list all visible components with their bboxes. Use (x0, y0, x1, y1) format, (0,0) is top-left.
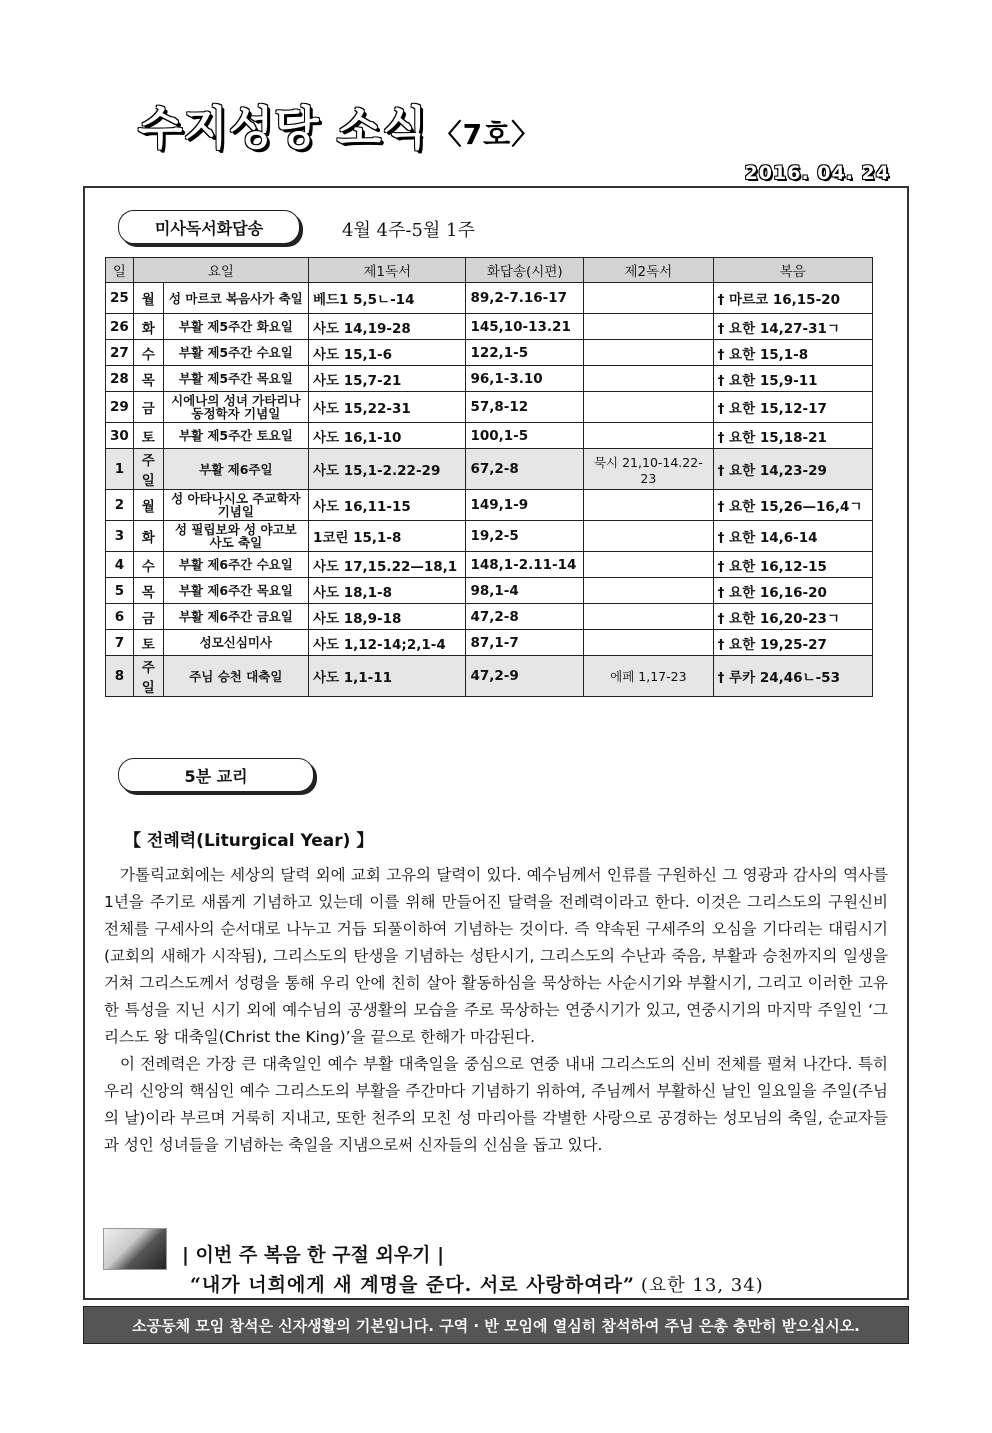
cell-psalm: 67,2-8 (466, 449, 584, 490)
cell-dow: 월 (133, 283, 163, 314)
cell-day: 1 (106, 449, 134, 490)
issue-date: 2016. 04. 24 (744, 162, 890, 184)
cell-reading2 (584, 578, 713, 604)
cell-dow: 금 (133, 604, 163, 630)
cell-psalm: 145,10-13.21 (466, 314, 584, 340)
doctrine-paragraph: 이 전례력은 가장 큰 대축일인 예수 부활 대축일을 중심으로 연중 내내 그리스도의 신비 전체를 펼쳐 나간다. 특히 우리 신앙의 핵심인 예수 그리스도의 부활을 주간마다 기념하기 위하여, 주님께서 부활하신 날인 일요일을 주일(주님의 날)이라 부르며 거룩히 지내고, 또한 천주의 모친 성 마리아를 각별한 사랑으로 공경하는 성모님의 축일, 순교자들과 성인 성녀들을 기념하는 축일을 지냄으로써 신자들의 신심을 돕고 있다. (104, 1055, 888, 1154)
cell-gospel: † 요한 14,23-29 (713, 449, 872, 490)
cell-feast: 성 마르코 복음사가 축일 (163, 283, 308, 314)
cell-day: 29 (106, 392, 134, 423)
bible-image-icon (103, 1228, 167, 1270)
cell-gospel: † 요한 15,18-21 (713, 423, 872, 449)
cell-psalm: 89,2-7.16-17 (466, 283, 584, 314)
newsletter-title: 수지성당 소식 〈7호〉 (138, 101, 541, 155)
cell-day: 3 (106, 521, 134, 552)
doctrine-heading: 【 전례력(Liturgical Year) 】 (124, 831, 374, 851)
table-row (106, 490, 873, 521)
table-row (106, 449, 873, 490)
cell-psalm: 47,2-8 (466, 604, 584, 630)
cell-day: 28 (106, 366, 134, 392)
cell-reading2: 묵시 21,10-14.22-23 (584, 449, 713, 490)
cell-day: 5 (106, 578, 134, 604)
footer-banner: 소공동체 모임 참석은 신자생활의 기본입니다. 구역 · 반 모임에 열심히 참석하여 주님 은총 충만히 받으십시오. (83, 1306, 909, 1344)
cell-feast: 부활 제5주간 화요일 (163, 314, 308, 340)
col-dow: 요일 (133, 258, 308, 283)
table-row (106, 340, 873, 366)
cell-dow: 화 (133, 521, 163, 552)
cell-dow: 목 (133, 578, 163, 604)
cell-reading2 (584, 490, 713, 521)
cell-gospel: † 요한 15,1-8 (713, 340, 872, 366)
cell-day: 8 (106, 656, 134, 697)
cell-feast: 부활 제5주간 토요일 (163, 423, 308, 449)
cell-dow: 화 (133, 314, 163, 340)
table-row (106, 604, 873, 630)
cell-dow: 토 (133, 423, 163, 449)
cell-feast: 부활 제6주간 목요일 (163, 578, 308, 604)
table-row (106, 314, 873, 340)
cell-dow: 목 (133, 366, 163, 392)
col-reading2: 제2독서 (584, 258, 713, 283)
cell-feast: 주님 승천 대축일 (163, 656, 308, 697)
cell-reading1: 사도 15,7-21 (308, 366, 465, 392)
cell-reading1: 사도 15,22-31 (308, 392, 465, 423)
cell-feast: 부활 제6주간 수요일 (163, 552, 308, 578)
cell-psalm: 100,1-5 (466, 423, 584, 449)
cell-day: 4 (106, 552, 134, 578)
cell-gospel: † 요한 15,9-11 (713, 366, 872, 392)
table-header-row (106, 258, 873, 283)
cell-reading2 (584, 340, 713, 366)
cell-psalm: 122,1-5 (466, 340, 584, 366)
cell-psalm: 96,1-3.10 (466, 366, 584, 392)
table-row (106, 656, 873, 697)
cell-day: 6 (106, 604, 134, 630)
table-row (106, 630, 873, 656)
cell-reading1: 사도 18,1-8 (308, 578, 465, 604)
section-label-doctrine: 5분 교리 (118, 758, 314, 792)
doctrine-paragraph: 가톨릭교회에는 세상의 달력 외에 교회 고유의 달력이 있다. 예수님께서 인류를 구원하신 그 영광과 감사의 역사를 1년을 주기로 새롭게 기념하고 있는데 이를 위해 만들어진 달력을 전례력이라고 한다. 이것은 그리스도의 구원신비 전체를 구세사의 순서대로 나누고 거듭 되풀이하여 기념하는 것이다. 즉 약속된 구세주의 오심을 기다리는 대림시기(교회의 새해가 시작됨), 그리스도의 탄생을 기념하는 성탄시기, 그리스도의 수난과 죽음, 부활과 승천까지의 일생을 거쳐 그리스도께서 성령을 통해 우리 안에 친히 살아 활동하심을 묵상하는 사순시기와 부활시기, 그리고 이러한 고유한 특성을 지닌 시기 외에 예수님의 공생활의 모습을 주로 묵상하는 연중시기가 있고, 연중시기의 마지막 주일인 ‘그리스도 왕 대축일(Christ the King)’을 끝으로 한해가 마감된다. (104, 866, 888, 1046)
cell-gospel: † 요한 16,12-15 (713, 552, 872, 578)
cell-day: 26 (106, 314, 134, 340)
col-day: 일 (106, 258, 134, 283)
cell-day: 30 (106, 423, 134, 449)
cell-dow: 토 (133, 630, 163, 656)
cell-psalm: 47,2-9 (466, 656, 584, 697)
cell-feast: 부활 제5주간 목요일 (163, 366, 308, 392)
cell-feast: 성 필립보와 성 야고보 사도 축일 (163, 521, 308, 552)
memory-verse-reference: (요한 13, 34) (640, 1275, 764, 1296)
cell-reading2 (584, 423, 713, 449)
week-range: 4월 4주-5월 1주 (342, 220, 475, 241)
cell-reading2 (584, 630, 713, 656)
cell-reading2 (584, 314, 713, 340)
table-row (106, 366, 873, 392)
section-label-lectionary: 미사독서화답송 (118, 210, 300, 244)
cell-psalm: 57,8-12 (466, 392, 584, 423)
cell-feast: 성 아타나시오 주교학자 기념일 (163, 490, 308, 521)
cell-dow: 금 (133, 392, 163, 423)
cell-gospel: † 요한 15,26—16,4ㄱ (713, 490, 872, 521)
cell-day: 7 (106, 630, 134, 656)
cell-reading1: 사도 17,15.22—18,1 (308, 552, 465, 578)
cell-psalm: 19,2-5 (466, 521, 584, 552)
cell-dow: 주일 (133, 449, 163, 490)
cell-reading1: 사도 1,1-11 (308, 656, 465, 697)
cell-feast: 성모신심미사 (163, 630, 308, 656)
cell-reading2 (584, 392, 713, 423)
cell-reading1: 사도 16,1-10 (308, 423, 465, 449)
memory-verse-title: | 이번 주 복음 한 구절 외우기 | (182, 1244, 445, 1266)
cell-reading1: 사도 15,1-2.22-29 (308, 449, 465, 490)
cell-gospel: † 요한 16,16-20 (713, 578, 872, 604)
cell-gospel: † 요한 15,12-17 (713, 392, 872, 423)
cell-gospel: † 요한 14,6-14 (713, 521, 872, 552)
cell-feast: 부활 제6주간 금요일 (163, 604, 308, 630)
col-gospel: 복음 (713, 258, 872, 283)
cell-dow: 월 (133, 490, 163, 521)
cell-dow: 주일 (133, 656, 163, 697)
cell-feast: 부활 제6주일 (163, 449, 308, 490)
cell-feast: 시에나의 성녀 가타리나 동정학자 기념일 (163, 392, 308, 423)
cell-reading2 (584, 283, 713, 314)
cell-gospel: † 요한 14,27-31ㄱ (713, 314, 872, 340)
col-psalm: 화답송(시편) (466, 258, 584, 283)
cell-feast: 부활 제5주간 수요일 (163, 340, 308, 366)
cell-psalm: 98,1-4 (466, 578, 584, 604)
cell-reading1: 사도 14,19-28 (308, 314, 465, 340)
cell-dow: 수 (133, 340, 163, 366)
lectionary-table (105, 257, 873, 697)
cell-reading1: 사도 18,9-18 (308, 604, 465, 630)
cell-day: 25 (106, 283, 134, 314)
cell-gospel: † 마르코 16,15-20 (713, 283, 872, 314)
table-row (106, 283, 873, 314)
cell-reading2: 에페 1,17-23 (584, 656, 713, 697)
col-reading1: 제1독서 (308, 258, 465, 283)
cell-reading2 (584, 604, 713, 630)
cell-day: 27 (106, 340, 134, 366)
cell-reading1: 사도 1,12-14;2,1-4 (308, 630, 465, 656)
cell-reading1: 사도 16,11-15 (308, 490, 465, 521)
cell-reading1: 사도 15,1-6 (308, 340, 465, 366)
cell-day: 2 (106, 490, 134, 521)
table-row (106, 552, 873, 578)
cell-dow: 수 (133, 552, 163, 578)
cell-psalm: 87,1-7 (466, 630, 584, 656)
cell-reading2 (584, 366, 713, 392)
cell-psalm: 148,1-2.11-14 (466, 552, 584, 578)
table-row (106, 392, 873, 423)
memory-verse-quote: “내가 너희에게 새 계명을 준다. 서로 사랑하여라” (요한 13, 34) (190, 1274, 764, 1296)
table-row (106, 578, 873, 604)
cell-psalm: 149,1-9 (466, 490, 584, 521)
cell-reading1: 1코린 15,1-8 (308, 521, 465, 552)
cell-gospel: † 루카 24,46ㄴ-53 (713, 656, 872, 697)
issue-number: 〈7호〉 (433, 118, 541, 151)
table-row (106, 521, 873, 552)
cell-gospel: † 요한 16,20-23ㄱ (713, 604, 872, 630)
doctrine-body (104, 862, 888, 1159)
cell-reading1: 베드1 5,5ㄴ-14 (308, 283, 465, 314)
cell-reading2 (584, 521, 713, 552)
table-row (106, 423, 873, 449)
cell-reading2 (584, 552, 713, 578)
cell-gospel: † 요한 19,25-27 (713, 630, 872, 656)
